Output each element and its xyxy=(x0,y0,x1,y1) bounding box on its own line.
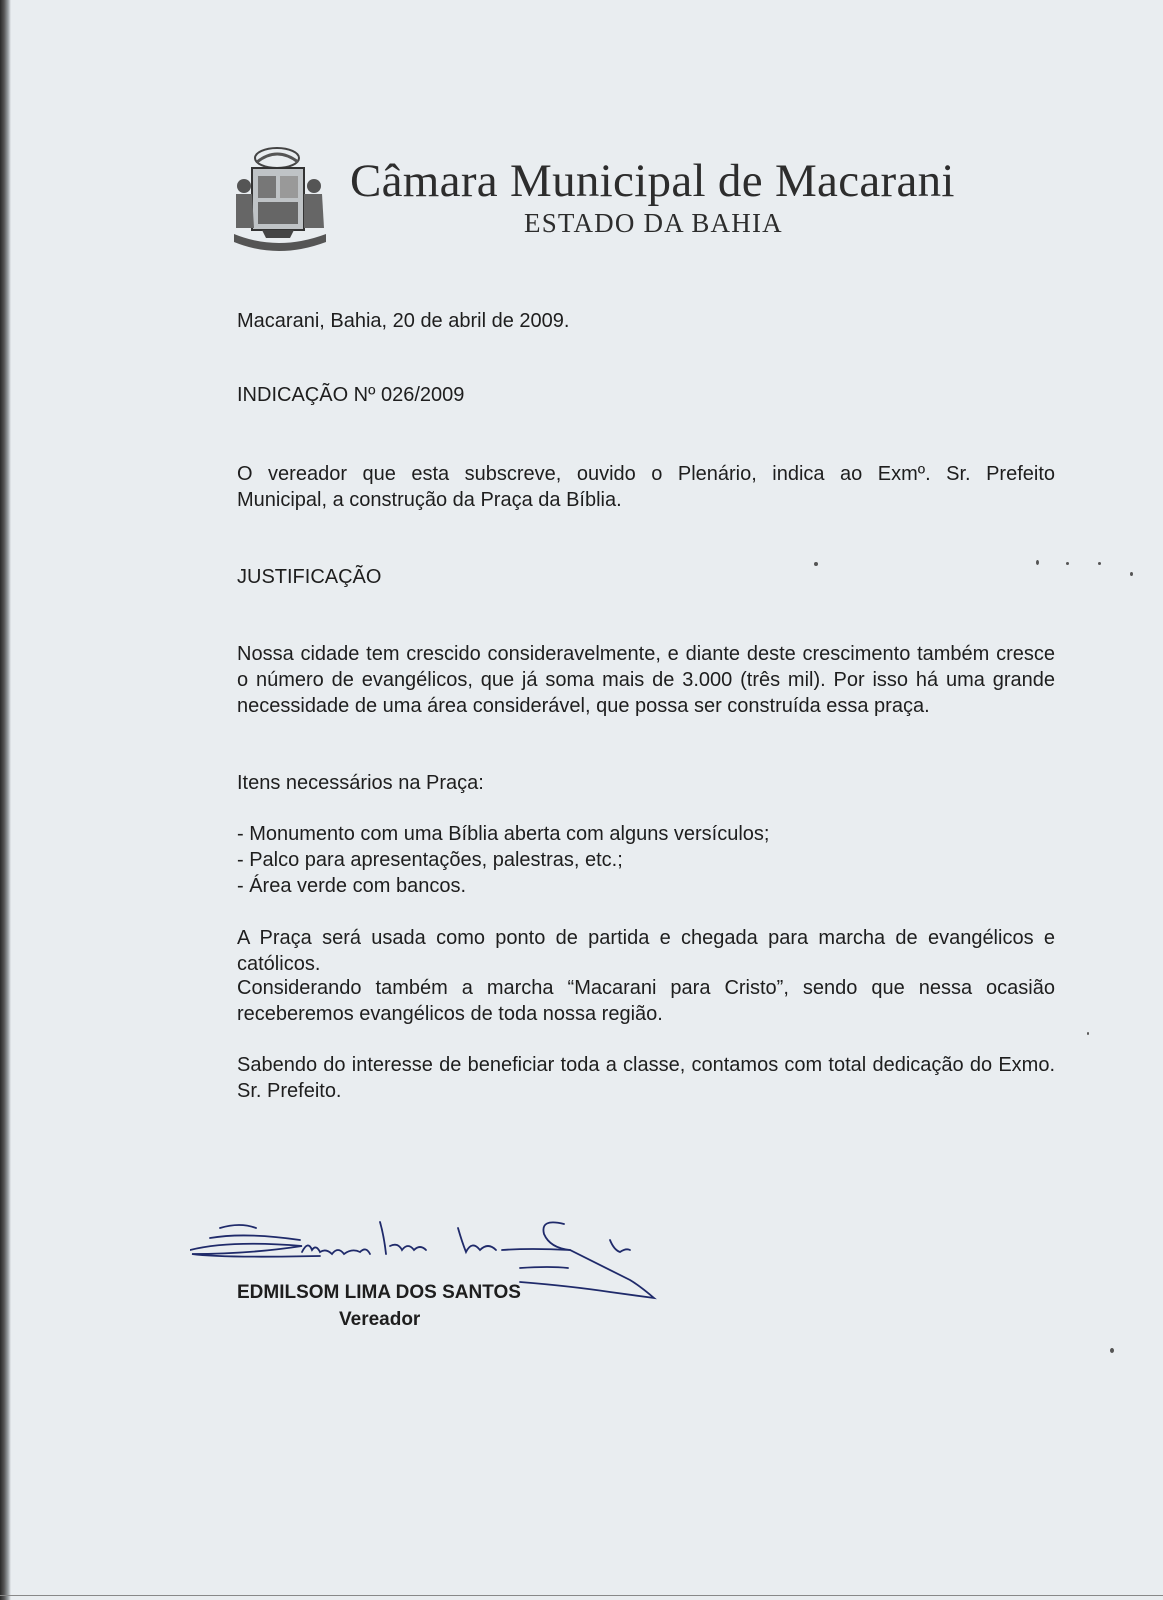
list-item: - Área verde com bancos. xyxy=(237,875,466,897)
list-item: - Monumento com uma Bíblia aberta com alguns versículos; xyxy=(237,823,770,845)
signatory-name: EDMILSOM LIMA DOS SANTOS xyxy=(237,1282,521,1303)
letterhead xyxy=(232,142,1032,262)
scan-left-edge xyxy=(0,0,11,1600)
intro-line-2: Municipal, a construção da Praça da Bíblia. xyxy=(237,489,622,511)
paragraph-march-name: Considerando também a marcha “Macarani para Cristo”, sendo que nessa ocasião receberemos evangélicos de toda nossa região. xyxy=(237,977,1055,1025)
scan-speck xyxy=(1130,572,1133,576)
items-heading: Itens necessários na Praça: xyxy=(237,772,484,794)
scan-speck xyxy=(1098,562,1101,565)
scan-speck xyxy=(1087,1032,1089,1035)
paragraph-closing: Sabendo do interesse de beneficiar toda a classe, contamos com total dedicação do Exmo. Sr. Prefeito. xyxy=(237,1054,1055,1102)
scan-speck xyxy=(1066,562,1069,565)
justification-heading: JUSTIFICAÇÃO xyxy=(237,566,382,588)
list-item: - Palco para apresentações, palestras, etc.; xyxy=(237,849,623,871)
signatory-role: Vereador xyxy=(339,1309,421,1330)
intro-line-1: O vereador que esta subscreve, ouvido o Plenário, indica ao Exmº. Sr. Prefeito xyxy=(237,463,1055,485)
handwritten-signature xyxy=(190,1220,670,1320)
scan-bottom-edge xyxy=(0,1595,1163,1596)
header-title: Câmara Municipal de Macarani xyxy=(350,155,955,207)
date-line: Macarani, Bahia, 20 de abril de 2009. xyxy=(237,310,570,332)
scan-speck xyxy=(1110,1348,1114,1353)
municipal-crest-icon xyxy=(232,142,330,254)
paragraph-march-start: A Praça será usada como ponto de partida e chegada para marcha de evangélicos e católicos. xyxy=(237,927,1055,975)
reference-number: INDICAÇÃO Nº 026/2009 xyxy=(237,384,465,406)
paragraph-growth: Nossa cidade tem crescido consideravelmente, e diante deste crescimento também cresce o número de evangélicos, que já soma mais de 3.000 (três mil). Por isso há uma grande necessidade de uma área considerável, que possa ser construída essa praça. xyxy=(237,643,1055,717)
header-subtitle: ESTADO DA BAHIA xyxy=(524,208,783,238)
